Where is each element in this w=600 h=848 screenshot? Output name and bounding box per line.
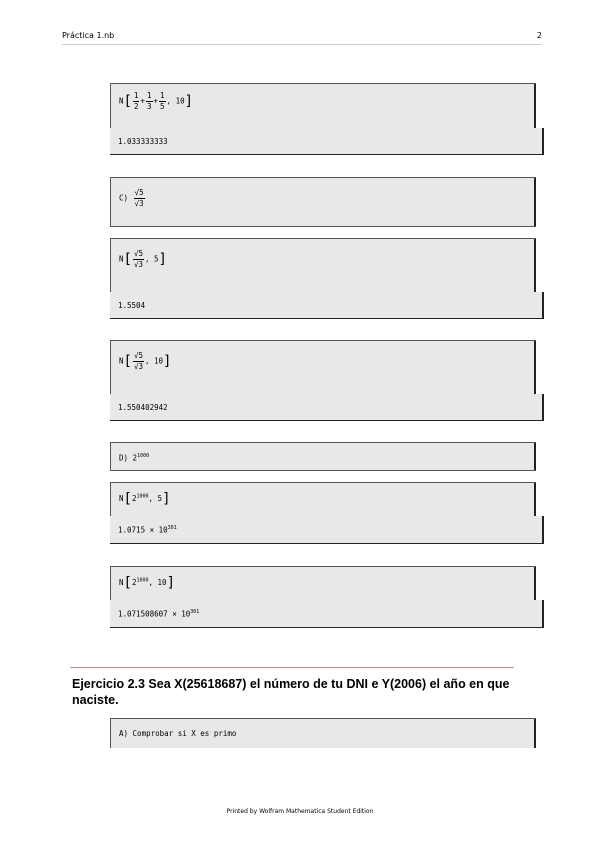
- text-cell-c[interactable]: [110, 177, 536, 227]
- input-expression: N[ $\frac{1}{2}$ + $\frac{1}{3}$ + $\frac{1}{5}$ , 10]: [119, 91, 194, 111]
- cell-bottom-rule: [110, 318, 544, 319]
- section-rule: [70, 667, 514, 668]
- text-a-label: A) Comprobar si X es primo: [119, 729, 237, 738]
- cell-bottom-rule: [110, 543, 544, 544]
- cell-bracket: [534, 443, 536, 470]
- output-value: 1.550402942: [118, 403, 168, 412]
- input-cell-4[interactable]: [110, 340, 536, 396]
- cell-bracket: [534, 567, 536, 602]
- text-c-expression: C) $\frac{√5}{√3}$: [119, 188, 144, 208]
- cell-bracket: [542, 292, 544, 319]
- cell-bracket: [534, 483, 536, 518]
- cell-bracket: [542, 394, 544, 421]
- input-expression: N[ $\frac{√5}{√3}$ , 5]: [119, 249, 167, 269]
- cell-bracket: [542, 516, 544, 544]
- output-cell-4: [110, 394, 544, 421]
- header-rule: [62, 44, 542, 45]
- output-value: $1.0715 \times 10^{301}$: [118, 525, 177, 535]
- page-number: 2: [536, 31, 542, 40]
- cell-bottom-rule: [110, 627, 544, 628]
- output-value: 1.5504: [118, 301, 146, 310]
- cell-bottom-rule: [110, 154, 544, 155]
- input-cell-1[interactable]: [110, 83, 536, 130]
- output-cell-7: [110, 600, 544, 628]
- input-expression: $N[2^{1000}$, 5]: [119, 491, 171, 507]
- cell-bracket: [534, 178, 536, 226]
- cell-bottom-rule: [110, 420, 544, 421]
- input-cell-7[interactable]: [110, 566, 536, 602]
- text-cell-d[interactable]: [110, 442, 536, 471]
- cell-bracket: [542, 128, 544, 155]
- header-title: Práctica 1.nb: [62, 31, 115, 40]
- text-d-expression: D) $2^{1000}$: [119, 453, 150, 463]
- footer-text: Printed by Wolfram Mathematica Student Edition: [226, 808, 374, 815]
- cell-bracket: [534, 341, 536, 396]
- cell-bracket: [534, 84, 536, 130]
- input-expression: $N[2^{1000}$, 10]: [119, 575, 176, 591]
- output-cell-1: [110, 128, 544, 155]
- cell-bracket: [542, 600, 544, 628]
- cell-bracket: [534, 239, 536, 294]
- text-cell-a[interactable]: [110, 718, 536, 748]
- output-cell-3: [110, 292, 544, 319]
- input-expression: N[ $\frac{√5}{√3}$ , 10]: [119, 351, 172, 371]
- output-cell-6: [110, 516, 544, 544]
- cell-bracket: [534, 719, 536, 748]
- output-value: $1.071508607 \times 10^{301}$: [118, 609, 200, 619]
- input-cell-6[interactable]: [110, 482, 536, 518]
- input-cell-3[interactable]: [110, 238, 536, 294]
- section-heading: Ejercicio 2.3 Sea X(25618687) el número de tu DNI e Y(2006) el año en que naciste.: [72, 677, 510, 707]
- output-value: 1.033333333: [118, 137, 168, 146]
